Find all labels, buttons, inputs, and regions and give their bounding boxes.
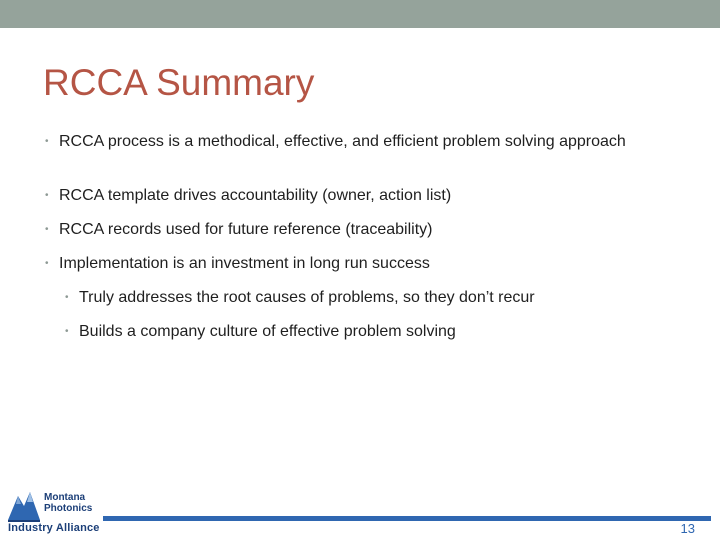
bullet-dot: • (65, 326, 69, 337)
montana-photonics-logo (6, 488, 102, 536)
sub-bullet-text: Truly addresses the root causes of problems, so they don’t recur (79, 289, 535, 306)
bullet-item (45, 185, 649, 206)
bullet-text: RCCA records used for future reference (traceability) (59, 221, 433, 238)
bullet-dot: • (65, 292, 69, 303)
bullet-text: Implementation is an investment in long run success (59, 255, 430, 272)
sub-bullet-text: Builds a company culture of effective problem solving (79, 323, 456, 340)
bullet-dot: • (45, 136, 49, 147)
bullet-dot: • (45, 224, 49, 235)
bullet-item (45, 131, 649, 152)
bullet-text: RCCA process is a methodical, effective, and efficient problem solving approach (59, 133, 626, 150)
sub-bullet-item (65, 321, 679, 342)
footer-rule (103, 516, 711, 521)
bullet-item (45, 253, 649, 274)
bullet-item (45, 219, 649, 240)
page-number: 13 (680, 521, 695, 536)
mountain-icon (6, 488, 42, 522)
sub-bullet-item (65, 287, 679, 308)
slide-title: RCCA Summary (43, 62, 315, 103)
logo-text-photonics: Photonics (44, 503, 93, 514)
bullet-dot: • (45, 258, 49, 269)
bullet-dot: • (45, 190, 49, 201)
logo-text-montana: Montana (44, 492, 86, 503)
bullet-text: RCCA template drives accountability (owner, action list) (59, 187, 452, 204)
logo-text-industry-alliance: Industry Alliance (8, 522, 100, 534)
